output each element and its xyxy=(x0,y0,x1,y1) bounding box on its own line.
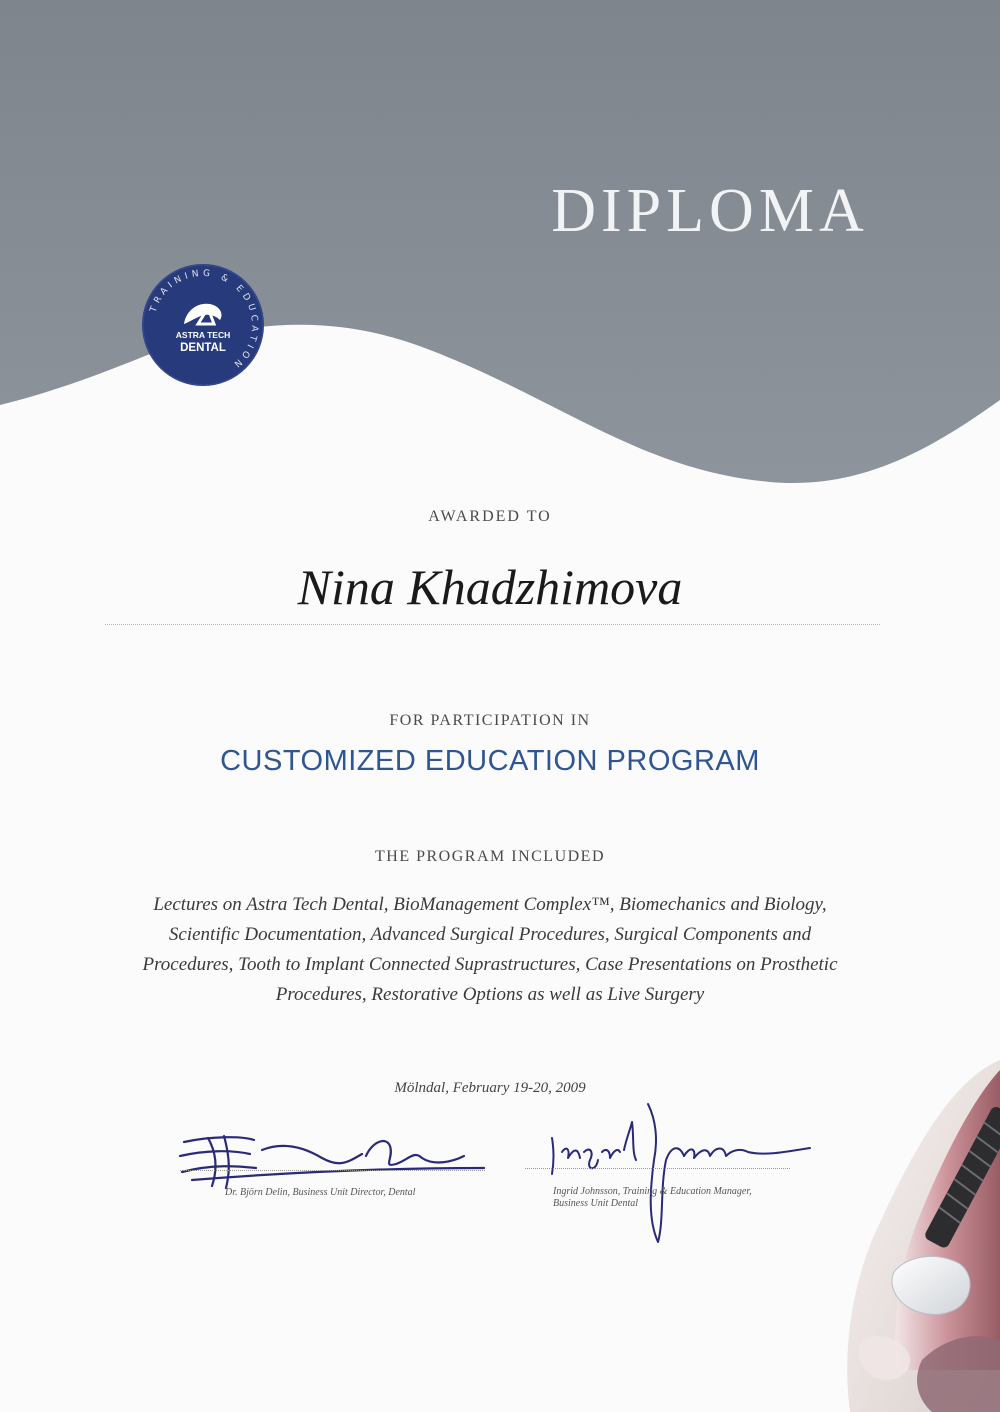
recipient-name: Nina Khadzhimova xyxy=(297,559,683,615)
signature-2-line xyxy=(525,1168,790,1169)
program-description xyxy=(0,890,980,1010)
program-name: CUSTOMIZED EDUCATION PROGRAM xyxy=(220,745,760,777)
place-and-date: Mölndal, February 19-20, 2009 xyxy=(394,1080,586,1096)
signature-1-caption: Dr. Björn Delin, Business Unit Director, Dental xyxy=(225,1187,416,1198)
participation-label: FOR PARTICIPATION IN xyxy=(389,712,591,729)
program-description-line: Lectures on Astra Tech Dental, BioManagement Complex™, Biomechanics and Biology, xyxy=(153,894,827,915)
awarded-to-label: AWARDED TO xyxy=(428,508,552,525)
astra-tech-seal-icon xyxy=(140,262,266,388)
program-included-label: THE PROGRAM INCLUDED xyxy=(375,848,605,865)
seal-brand-line2: DENTAL xyxy=(180,342,226,354)
signature-2-icon xyxy=(540,1100,815,1250)
program-description-line: Procedures, Restorative Options as well as Live Surgery xyxy=(275,984,705,1005)
program-description-line: Scientific Documentation, Advanced Surgical Procedures, Surgical Components and xyxy=(168,924,812,945)
header-wave-band xyxy=(0,0,1000,520)
diploma-title: DIPLOMA xyxy=(551,177,869,245)
signature-1-icon xyxy=(172,1128,492,1192)
signature-1-line xyxy=(180,1170,485,1171)
dental-implant-illustration-icon xyxy=(822,1040,1000,1412)
seal-ring-text: TRAINING & EDUCATION xyxy=(148,268,260,372)
program-description-line: Procedures, Tooth to Implant Connected Suprastructures, Case Presentations on Prosthetic xyxy=(142,954,838,975)
name-underline xyxy=(105,624,880,625)
seal-brand-line1: ASTRA TECH xyxy=(175,330,231,340)
signature-2-caption: Ingrid Johnsson, Training & Education Manager, Business Unit Dental xyxy=(553,1186,752,1209)
